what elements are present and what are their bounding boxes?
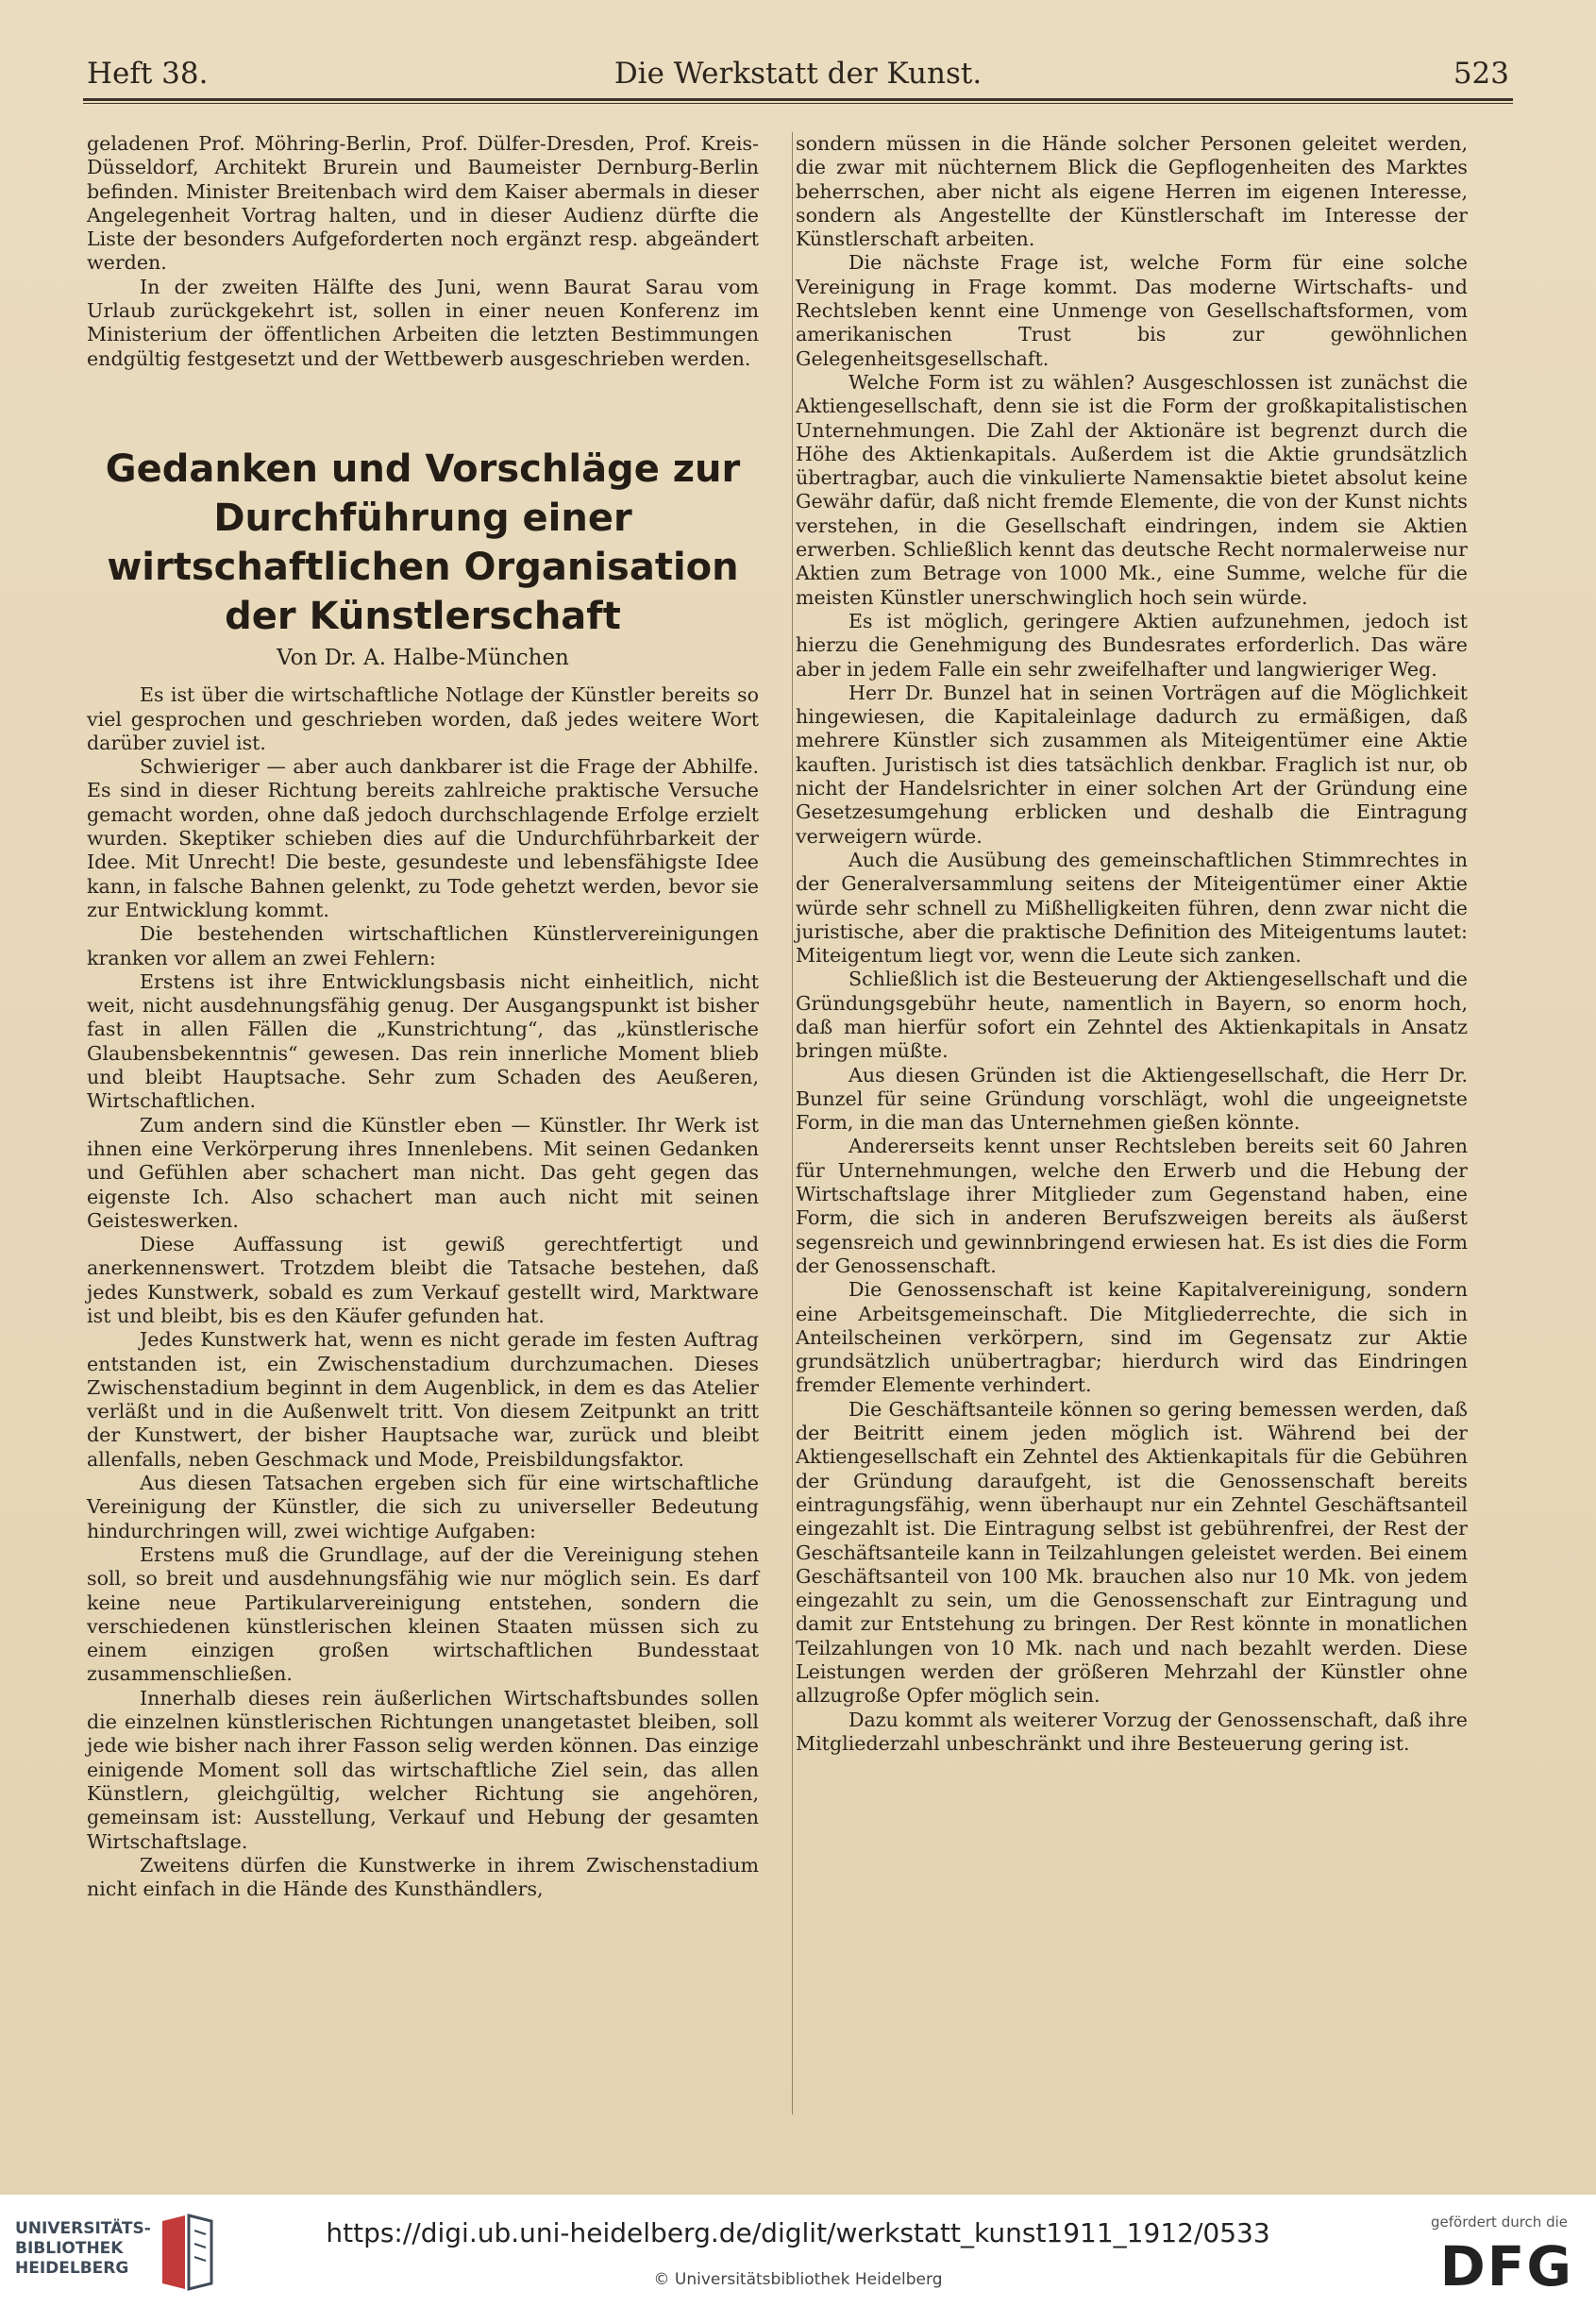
intro-paragraph: In der zweiten Hälfte des Juni, wenn Baurat Sarau vom Urlaub zurückgekehrt ist, sollen in einer neuen Konferenz im Ministerium der öffentlichen Arbeiten die letzten Bestimmungen endgültig festgesetzt und der Wettbewerb ausgeschrieben werden. [87,275,759,370]
right-column [796,132,1468,1756]
intro-paragraph: geladenen Prof. Möhring-Berlin, Prof. Dülfer-Dresden, Prof. Kreis-Düsseldorf, Architekt Brurein und Baumeister Dernburg-Berlin befinden. Minister Breitenbach wird dem Kaiser abermals in dieser Angelegenheit Vortrag halten, und in dieser Audienz dürfte die Liste der besonders Aufgeforderten noch ergänzt resp. abgeändert werden. [87,132,759,275]
body-paragraph: Erstens ist ihre Entwicklungsbasis nicht einheitlich, nicht weit, nicht ausdehnungsfähig genug. Der Ausgangspunkt ist bisher fast in allen Fällen die „Kunstrichtung“, das „künstlerische Glaubensbekenntnis“ gewesen. Das rein innerliche Moment blieb und bleibt Hauptsache. Sehr zum Schaden des Aeußeren, Wirtschaftlichen. [87,969,759,1113]
body-paragraph: Die bestehenden wirtschaftlichen Künstlervereinigungen kranken vor allem an zwei Fehlern: [87,922,759,969]
column-divider [792,132,793,2114]
dfg-logo: DFG [1439,2234,1573,2299]
library-name-line: BIBLIOTHEK [15,2239,124,2258]
body-paragraph: Auch die Ausübung des gemeinschaftlichen Stimmrechtes in der Generalversammlung seitens der Miteigentümer einer Aktie würde sehr schnell zu Mißhelligkeiten führen, denn zwar nicht die juristische, aber die praktische Definition des Miteigentums lautet: Miteigentum liegt vor, wenn die Leute sich zanken. [796,848,1468,968]
article-title: Gedanken und Vorschläge zur Durchführung einer wirtschaftlichen Organisation der Künstlerschaft [105,446,741,638]
body-paragraph: Andererseits kennt unser Rechtsleben bereits seit 60 Jahren für Unternehmungen, welche den Erwerb und die Hebung der Wirtschaftslage ihrer Mitglieder zum Gegenstand haben, eine Form, die sich in anderen Berufszweigen bereits als äußerst segensreich und gewinnbringend erwiesen hat. Es ist dies die Form der Genossenschaft. [796,1135,1468,1277]
body-paragraph: Zum andern sind die Künstler eben — Künstler. Ihr Werk ist ihnen eine Verkörperung ihres Innenlebens. Mit seinen Gedanken und Gefühlen aber schachert man nicht. Das geht gegen das eigenste Ich. Also schachert man auch nicht mit seinen Geisteswerken. [87,1113,759,1232]
page-number: 523 [1453,57,1509,91]
body-paragraph: Innerhalb dieses rein äußerlichen Wirtschaftsbundes sollen die einzelnen künstlerischen Richtungen unangetastet bleiben, soll jede wie bisher nach ihrer Fasson selig werden können. Das einzige einigende Moment soll das wirtschaftliche Ziel sein, das allen Künstlern, gleichgültig, welcher Richtung sie angehören, gemeinsam ist: Ausstellung, Verkauf und Hebung der gesamten Wirtschaftslage. [87,1686,759,1853]
issue-number: Heft 38. [87,57,209,91]
body-paragraph: Aus diesen Tatsachen ergeben sich für eine wirtschaftliche Vereinigung der Künstler, die sich zu universeller Bedeutung hindurchringen will, zwei wichtige Aufgaben: [87,1472,759,1542]
library-name-line: UNIVERSITÄTS- [15,2219,151,2238]
body-paragraph: sondern müssen in die Hände solcher Personen geleitet werden, die zwar mit nüchternem Blick die Gepflogenheiten des Marktes beherrschen, aber nicht als eigene Herren im eigenen Interesse, sondern als Angestellte der Künstlerschaft im Interesse der Künstlerschaft arbeiten. [796,132,1468,251]
body-paragraph: Die Geschäftsanteile können so gering bemessen werden, daß der Beitritt einem jeden möglich ist. Während bei der Aktiengesellschaft ein Zehntel des Aktienkapitals für die Gebühren der Gründung daraufgeht, ist die Genossenschaft bereits eintragungsfähig, wenn überhaupt nur ein Zehntel Geschäftsanteil eingezahlt ist. Die Eintragung selbst ist gebührenfrei, der Rest der Geschäftsanteile kann in Teilzahlungen geleistet werden. Bei einem Geschäftsanteil von 100 Mk. brauchen also nur 10 Mk. von jedem eingezahlt zu sein, um die Genossenschaft zur Eintragung und damit zur Entstehung zu bringen. Der Rest könnte in monatlichen Teilzahlungen von 10 Mk. nach und nach bezahlt werden. Diese Leistungen werden der größeren Mehrzahl der Künstler ohne allzugroße Opfer möglich sein. [796,1397,1468,1708]
body-paragraph: Erstens muß die Grundlage, auf der die Vereinigung stehen soll, so breit und ausdehnungsfähig wie nur möglich sein. Es darf keine neue Partikularvereinigung entstehen, sondern die verschiedenen künstlerischen kleinen Staaten müssen sich zu einem einzigen großen wirtschaftlichen Bundesstaat zusammenschließen. [87,1542,759,1686]
body-paragraph: Schließlich ist die Besteuerung der Aktiengesellschaft und die Gründungsgebühr heute, namentlich in Bayern, so enorm hoch, daß man hierfür sofort ein Zehntel des Aktienkapitals in Ansatz bringen müßte. [796,968,1468,1063]
body-paragraph: Es ist über die wirtschaftliche Notlage der Künstler bereits so viel gesprochen und geschrieben worden, daß jedes weitere Wort darüber zuviel ist. [87,683,759,754]
viewer-footer [0,2195,1596,2307]
body-paragraph: Diese Auffassung ist gewiß gerechtfertigt und anerkennenswert. Trotzdem bleibt die Tatsache bestehen, daß jedes Kunstwerk, sobald es zum Verkauf gestellt wird, Marktware ist und bleibt, bis es den Käufer gefunden hat. [87,1233,759,1327]
body-paragraph: Dazu kommt als weiterer Vorzug der Genossenschaft, daß ihre Mitgliederzahl unbeschränkt und ihre Besteuerung gering ist. [796,1708,1468,1755]
running-header [87,51,1509,98]
library-name-line: HEIDELBERG [15,2259,129,2278]
body-paragraph: Aus diesen Gründen ist die Aktiengesellschaft, die Herr Dr. Bunzel für seine Gründung vorschlägt, wohl die ungeeignetste Form, in die man das Unternehmen gießen könnte. [796,1063,1468,1135]
body-paragraph: Es ist möglich, geringere Aktien aufzunehmen, jedoch ist hierzu die Genehmigung des Bundesrates erforderlich. Das wäre aber in jedem Falle ein sehr zweifelhafter und langwieriger Weg. [796,609,1468,681]
body-paragraph: Schwieriger — aber auch dankbarer ist die Frage der Abhilfe. Es sind in dieser Richtung bereits zahlreiche praktische Versuche gemacht worden, ohne daß jedoch durchschlagende Erfolge erzielt wurden. Skeptiker schieben dies auf die Undurchführbarkeit der Idee. Mit Unrecht! Die beste, gesundeste und lebensfähigste Idee kann, in falsche Bahnen gelenkt, zu Tode gehetzt werden, bevor sie zur Entwicklung kommt. [87,755,759,921]
body-paragraph: Die Genossenschaft ist keine Kapitalvereinigung, sondern eine Arbeitsgemeinschaft. Die Mitgliederrechte, die sich in Anteilscheinen verkörpern, sind im Gegensatz zur Aktie grundsätzlich unübertragbar; hierdurch wird das Eindringen fremder Elemente verhindert. [796,1278,1468,1397]
body-paragraph: Die nächste Frage ist, welche Form für eine solche Vereinigung in Frage kommt. Das moderne Wirtschafts- und Rechtsleben kennt eine Unmenge von Gesellschaftsformen, vom amerikanischen Trust bis zur gewöhnlichen Gelegenheitsgesellschaft. [796,251,1468,370]
journal-title: Die Werkstatt der Kunst. [613,57,983,91]
header-rule [83,98,1513,101]
permalink-url[interactable]: https://digi.ub.uni-heidelberg.de/diglit/werkstatt_kunst1911_1912/0533 [326,2217,1270,2248]
header-rule-thin [83,103,1513,104]
body-paragraph: Herr Dr. Bunzel hat in seinen Vorträgen auf die Möglichkeit hingewiesen, die Kapitaleinlage dadurch zu ermäßigen, daß mehrere Künstler sich zusammen als Miteigentümer eine Aktie kauften. Juristisch ist dies tatsächlich denkbar. Fraglich ist nur, ob nicht der Handelsrichter in einer solchen Art der Gründung eine Gesetzesumgehung erblicken und deshalb die Eintragung verweigern würde. [796,681,1468,848]
body-paragraph: Jedes Kunstwerk hat, wenn es nicht gerade im festen Auftrag entstanden ist, ein Zwischenstadium durchzumachen. Dieses Zwischenstadium beginnt in dem Augenblick, in dem es das Atelier verläßt und in die Außenwelt tritt. Von diesem Zeitpunkt an tritt der Kunstwert, der bisher Hauptsache war, zurück und bleibt allenfalls, neben Geschmack und Mode, Preisbildungsfaktor. [87,1328,759,1471]
copyright-notice: © Universitätsbibliothek Heidelberg [653,2270,943,2289]
body-paragraph: Welche Form ist zu wählen? Ausgeschlossen ist zunächst die Aktiengesellschaft, denn sie ist die Form der großkapitalistischen Unternehmungen. Die Zahl der Aktionäre ist begrenzt durch die Höhe des Aktienkapitals. Außerdem ist die Aktie grundsätzlich übertragbar, auch die vinkulierte Namensaktie bietet absolut keine Gewähr dafür, daß nicht fremde Elemente, die von der Kunst nichts verstehen, in die Gesellschaft eindringen, indem sie Aktien erwerben. Schließlich kennt das deutsche Recht normalerweise nur Aktien zum Betrage von 1000 Mk., eine Summe, welche für die meisten Künstler unerschwinglich hoch sein würde. [796,370,1468,609]
body-paragraph: Zweitens dürfen die Kunstwerke in ihrem Zwischenstadium nicht einfach in die Hände des Kunsthändlers, [87,1853,759,1901]
funding-note: gefördert durch die [1431,2214,1568,2231]
article-byline: Von Dr. A. Halbe-München [277,645,569,670]
left-column [87,132,759,1901]
